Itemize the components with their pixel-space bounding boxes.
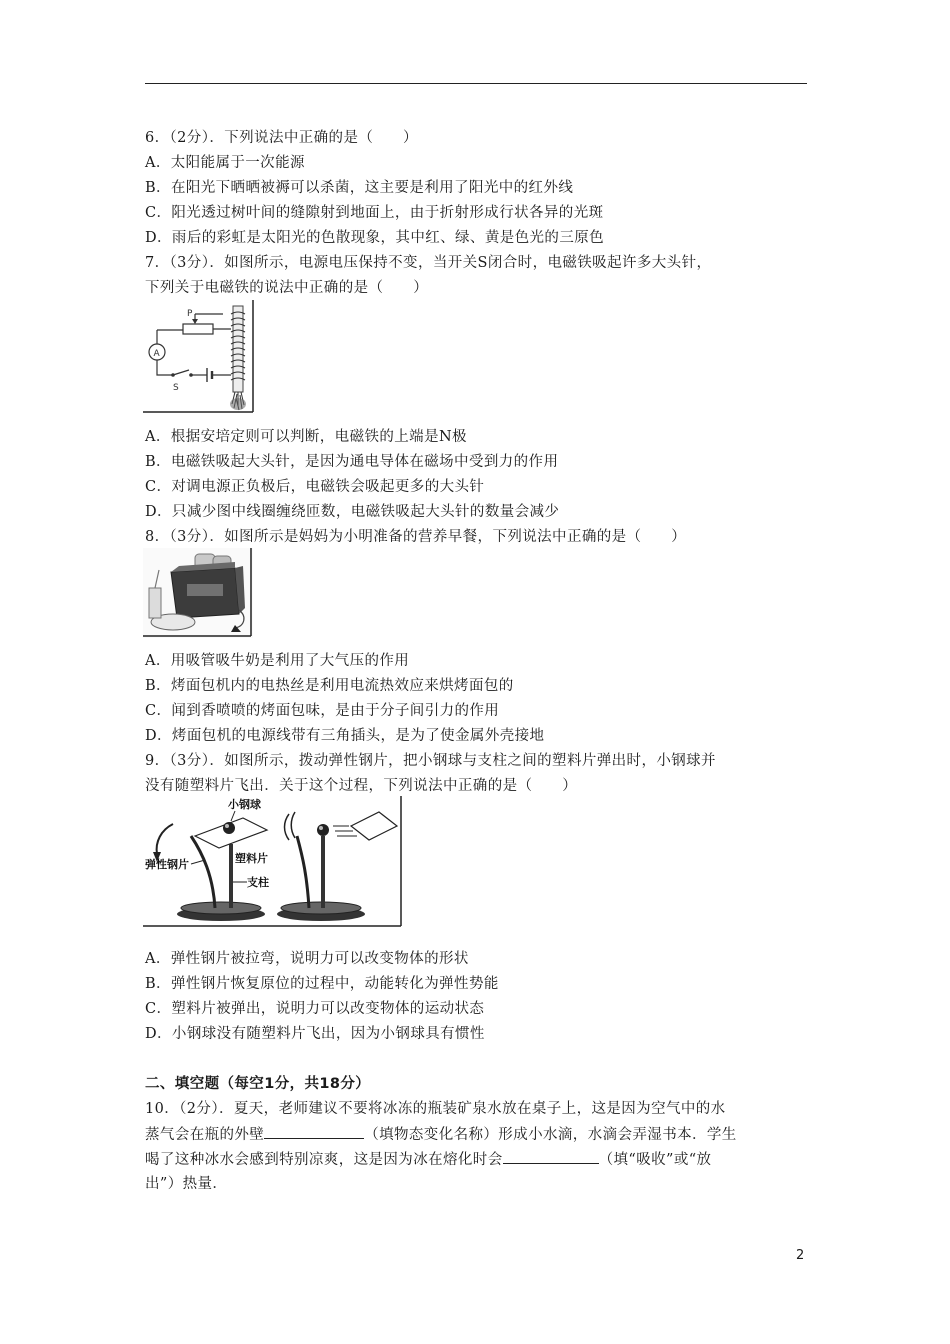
q9-option-b: B．弹性钢片恢复原位的过程中，动能转化为弹性势能 xyxy=(145,976,499,992)
label-plastic-card: 塑料片 xyxy=(235,852,268,865)
label-elastic-steel-strip: 弹性钢片 xyxy=(145,858,189,871)
q10-line2-prefix: 蒸气会在瓶的外壁 xyxy=(145,1127,265,1143)
breakfast-toaster-photo xyxy=(143,548,253,638)
q9-option-c: C．塑料片被弹出，说明力可以改变物体的运动状态 xyxy=(145,1001,485,1017)
q8-option-a: A．用吸管吸牛奶是利用了大气压的作用 xyxy=(145,653,410,669)
q9-option-a: A．弹性钢片被拉弯，说明力可以改变物体的形状 xyxy=(145,951,469,967)
label-steel-ball: 小钢球 xyxy=(228,798,261,811)
inertia-experiment-figure xyxy=(143,796,403,928)
header-rule xyxy=(145,83,807,84)
q7-option-b: B．电磁铁吸起大头针，是因为通电导体在磁场中受到力的作用 xyxy=(145,454,559,470)
q10-line2 xyxy=(145,1124,737,1145)
q10-line4: 出”）热量． xyxy=(145,1176,228,1192)
q7-option-d: D．只减少图中线圈缠绕匝数，电磁铁吸起大头针的数量会减少 xyxy=(145,504,560,520)
q7-option-c: C．对调电源正负极后，电磁铁会吸起更多的大头针 xyxy=(145,479,485,495)
rheostat-p-label: P xyxy=(187,309,193,319)
switch-s-label: S xyxy=(173,383,179,393)
label-support-post: 支柱 xyxy=(247,876,269,889)
ammeter-a-label: A xyxy=(153,349,160,359)
q8-stem: 8．（3分）．如图所示是妈妈为小明准备的营养早餐，下列说法中正确的是（ ） xyxy=(145,529,687,545)
q6-option-c: C．阳光透过树叶间的缝隙射到地面上，由于折射形成行状各异的光斑 xyxy=(145,205,604,221)
q6-option-a: A．太阳能属于一次能源 xyxy=(145,155,305,171)
q7-option-a: A．根据安培定则可以判断，电磁铁的上端是N极 xyxy=(145,429,467,445)
q10-line3-suffix: （填“吸收”或“放 xyxy=(598,1152,712,1168)
q10-line2-suffix: （填物态变化名称）形成小水滴，水滴会弄湿书本．学生 xyxy=(364,1127,737,1143)
q10-line3-prefix: 喝了这种冰水会感到特别凉爽，这是因为冰在熔化时会 xyxy=(145,1152,503,1168)
q7-stem-line2: 下列关于电磁铁的说法中正确的是（ ） xyxy=(145,280,429,296)
q8-option-d: D．烤面包机的电源线带有三角插头，是为了使金属外壳接地 xyxy=(145,728,545,744)
q10-line3 xyxy=(145,1149,711,1170)
q8-option-b: B．烤面包机内的电热丝是利用电流热效应来烘烤面包的 xyxy=(145,678,514,694)
q9-stem-line2: 没有随塑料片飞出．关于这个过程，下列说法中正确的是（ ） xyxy=(145,778,578,794)
electromagnet-circuit-figure xyxy=(143,300,255,414)
q10-answer-blank-2[interactable] xyxy=(503,1149,599,1164)
q8-option-c: C．闻到香喷喷的烤面包味，是由于分子间引力的作用 xyxy=(145,703,500,719)
q6-option-b: B．在阳光下晒晒被褥可以杀菌，这主要是利用了阳光中的红外线 xyxy=(145,180,574,196)
q7-stem-line1: 7．（3分）．如图所示，电源电压保持不变，当开关S闭合时，电磁铁吸起许多大头针， xyxy=(145,255,712,271)
section-heading-fill-in: 二、填空题（每空1分，共18分） xyxy=(145,1076,371,1092)
q9-stem-line1: 9．（3分）．如图所示，拨动弹性钢片，把小钢球与支柱之间的塑料片弹出时，小钢球并 xyxy=(145,753,716,769)
page-number: 2 xyxy=(796,1248,805,1263)
q9-option-d: D．小钢球没有随塑料片飞出，因为小钢球具有惯性 xyxy=(145,1026,485,1042)
q10-line1: 10．（2分）．夏天，老师建议不要将冰冻的瓶装矿泉水放在桌子上，这是因为空气中的水 xyxy=(145,1101,726,1117)
q6-option-d: D．雨后的彩虹是太阳光的色散现象，其中红、绿、黄是色光的三原色 xyxy=(145,230,605,246)
q6-stem: 6．（2分）．下列说法中正确的是（ ） xyxy=(145,130,418,146)
q10-answer-blank-1[interactable] xyxy=(264,1124,364,1139)
